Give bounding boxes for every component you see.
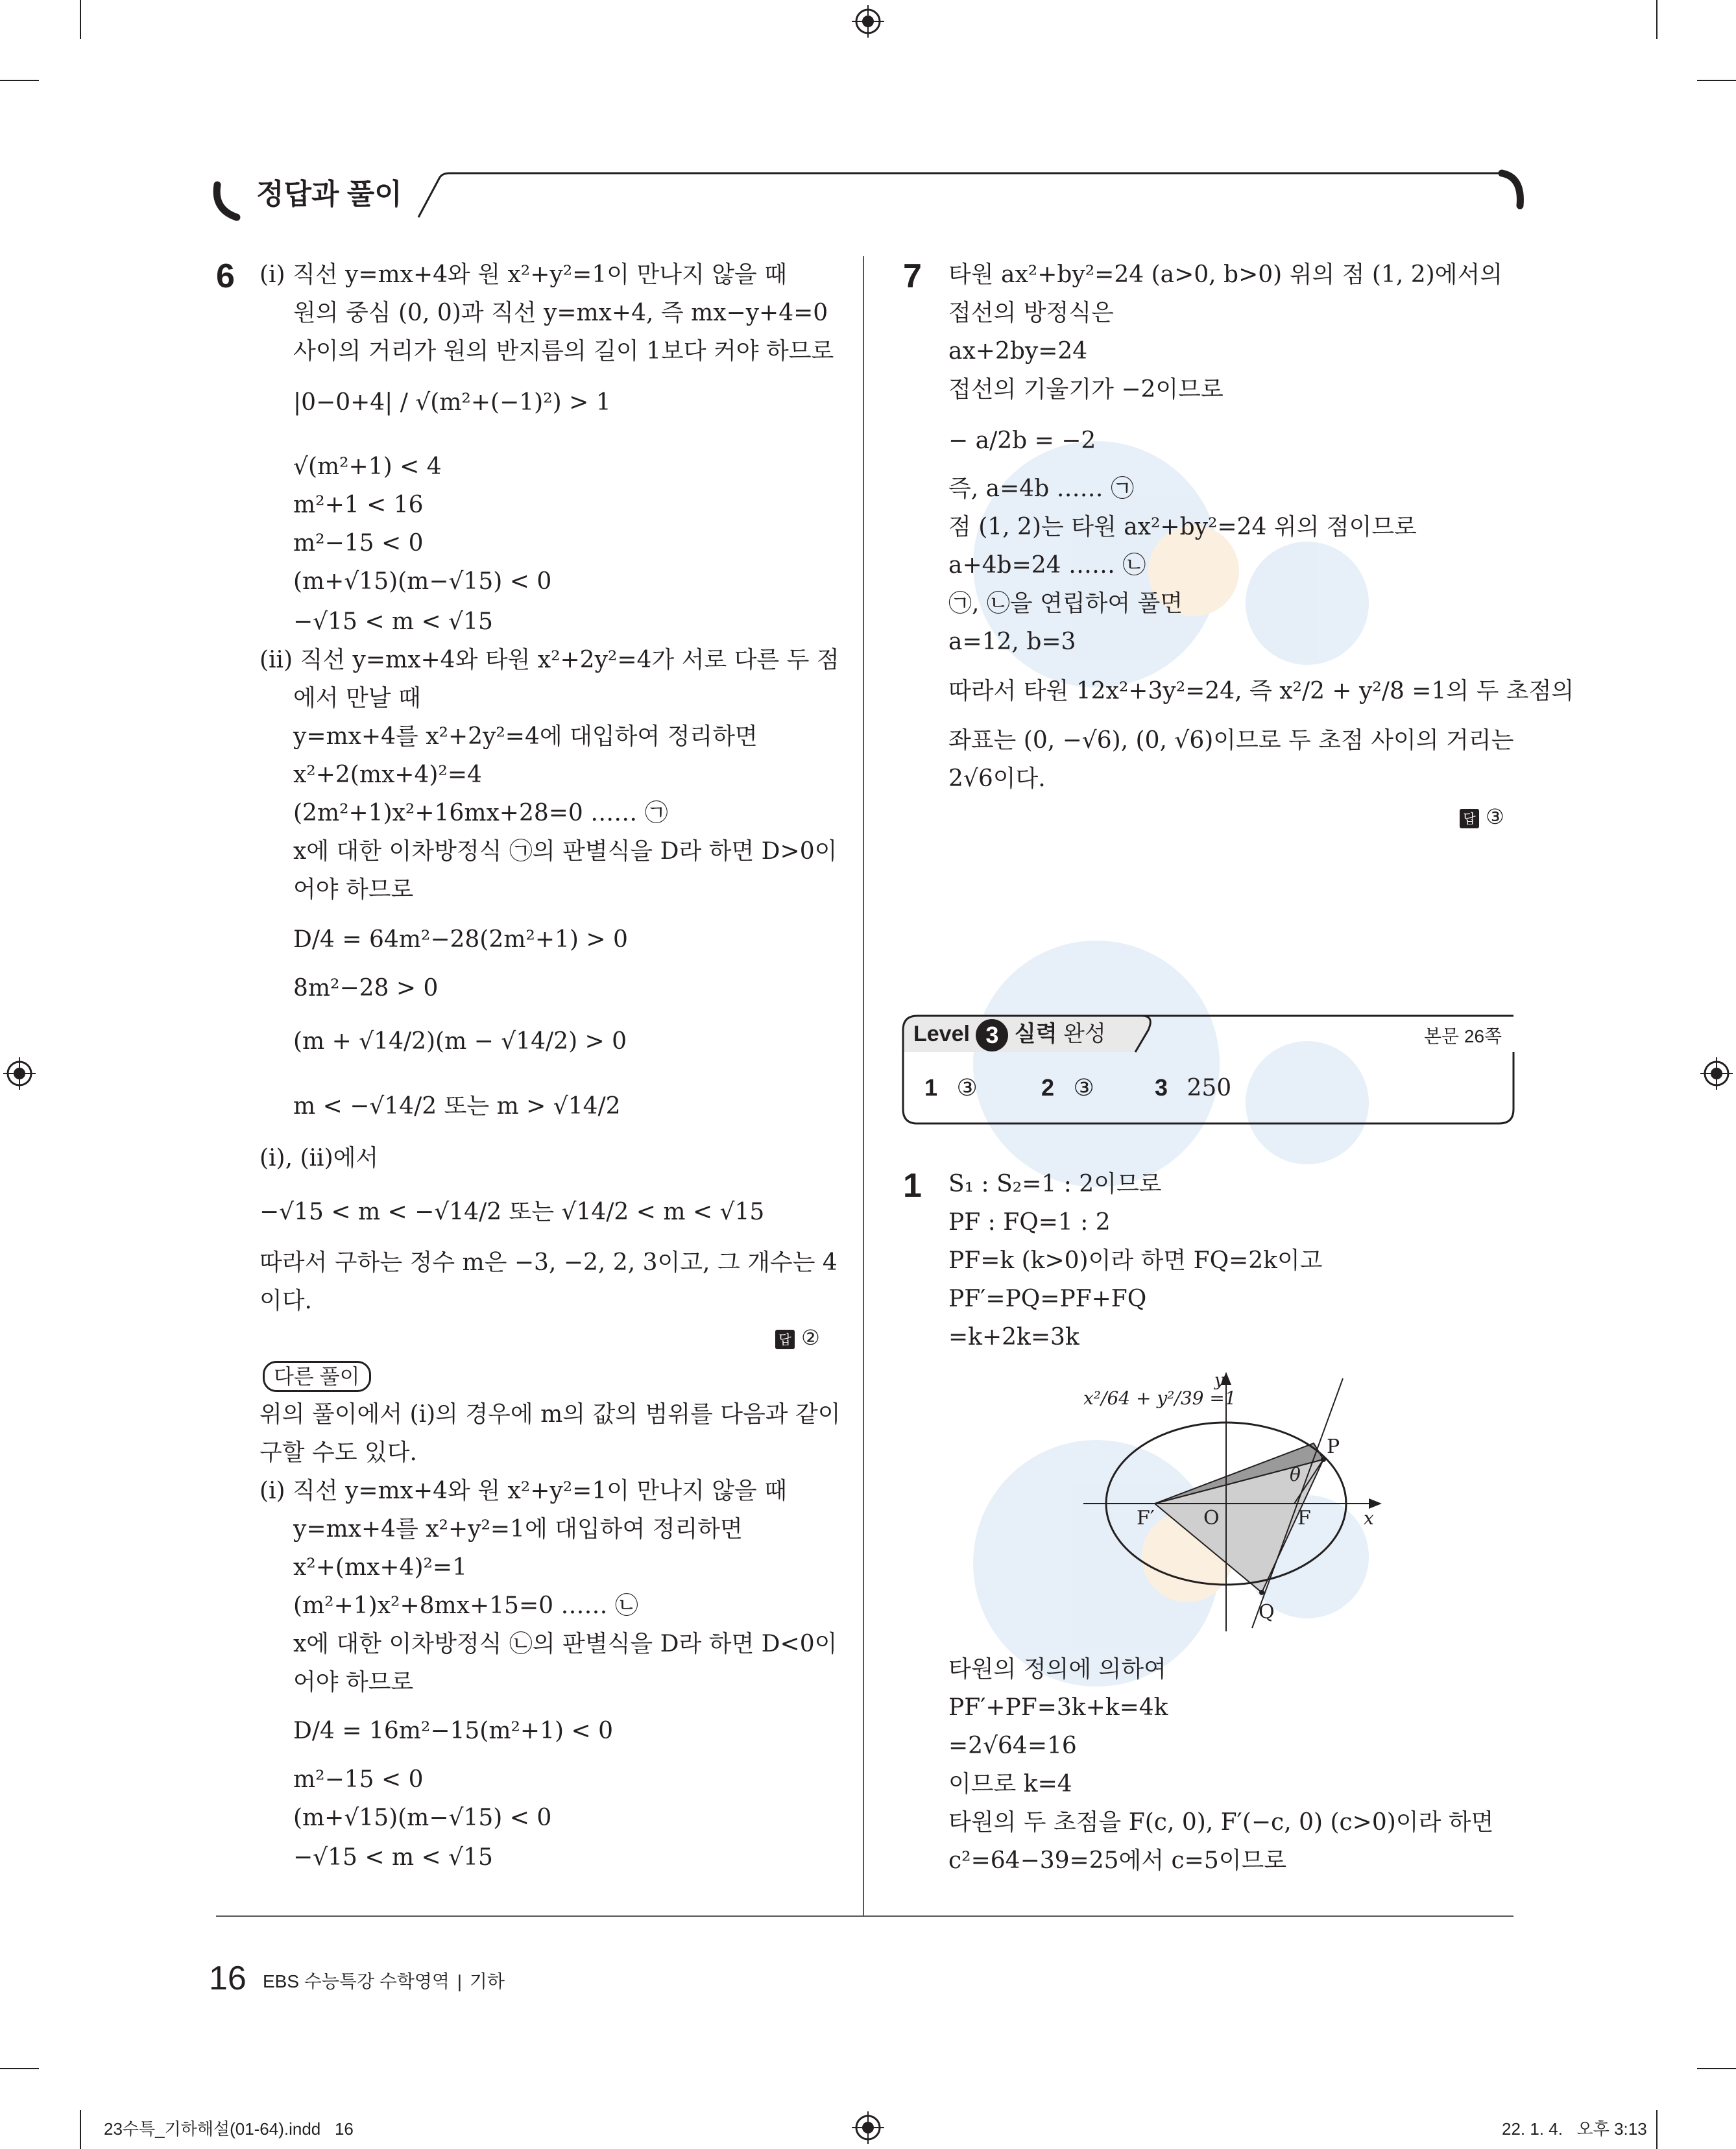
solution-line: y=mx+4를 x²+2y²=4에 대입하여 정리하면 <box>293 723 758 750</box>
solution-line: a=12, b=3 <box>948 629 1076 655</box>
solution-line: x에 대한 이차방정식 ㉠의 판별식을 D라 하면 D>0이 <box>293 838 838 865</box>
problem-6-number: 6 <box>216 258 235 295</box>
problem-7-number: 7 <box>903 258 922 295</box>
answer-label-icon: 답 <box>775 1330 795 1349</box>
level-answer-number: 1 <box>924 1074 938 1101</box>
solution-line: 어야 하므로 <box>293 1669 414 1696</box>
solution-line: √(m²+1) < 4 <box>293 453 442 480</box>
axis-y-label: y <box>1214 1371 1224 1390</box>
page-number: 16 <box>209 1960 247 1997</box>
solution-line: ax+2by=24 <box>948 338 1088 365</box>
answer-choice: ② <box>801 1325 820 1350</box>
solution-line: m < −√14/2 또는 m > √14/2 <box>293 1093 621 1120</box>
solution-line: c²=64−39=25에서 c=5이므로 <box>948 1847 1287 1874</box>
alt-solution-label: 다른 풀이 <box>274 1365 360 1388</box>
solution-line: PF′+PF=3k+k=4k <box>948 1694 1168 1721</box>
alt-solution-tag <box>263 1361 371 1392</box>
header-tab <box>211 165 1528 230</box>
solution-line: 위의 풀이에서 (ⅰ)의 경우에 m의 값의 범위를 다음과 같이 <box>259 1401 841 1428</box>
level-answer-value: ③ <box>956 1075 978 1101</box>
solution-line: =k+2k=3k <box>948 1324 1079 1351</box>
footer-separator: | <box>457 1971 463 1991</box>
solution-line: a+4b=24 …… ㉡ <box>948 552 1146 579</box>
point-P-label: P <box>1327 1435 1340 1458</box>
level-answer-item <box>1155 1072 1231 1104</box>
bottom-rule <box>216 1915 1513 1917</box>
solution-line: −√15 < m < √15 <box>293 1844 493 1871</box>
solution-line: m²−15 < 0 <box>293 1766 424 1793</box>
solution-line: 따라서 타원 12x²+3y²=24, 즉 x²/2 + y²/8 =1의 두 초점의 <box>948 678 1574 704</box>
solution-line: 타원의 두 초점을 F(c, 0), F′(−c, 0) (c>0)이라 하면 <box>948 1809 1494 1836</box>
level-label <box>913 1018 1106 1051</box>
solution-line: 사이의 거리가 원의 반지름의 길이 1보다 커야 하므로 <box>293 338 834 365</box>
problem-7-answer <box>1460 802 1504 831</box>
indd-file-name: 23수특_기하해설(01-64).indd 16 <box>104 2119 354 2139</box>
level-number-badge: 3 <box>976 1019 1008 1051</box>
problem-6-answer <box>775 1323 820 1352</box>
solution-line: 8m²−28 > 0 <box>293 975 439 1002</box>
solution-line: 즉, a=4b …… ㉠ <box>948 475 1135 502</box>
book-subject: 기하 <box>469 1971 505 1991</box>
solution-line: (ⅱ) 직선 y=mx+4와 타원 x²+2y²=4가 서로 다른 두 점 <box>259 647 839 673</box>
solution-line: (m+√15)(m−√15) < 0 <box>293 1805 552 1831</box>
column-divider <box>863 256 864 1917</box>
solution-line: 이다. <box>259 1288 312 1314</box>
book-title-line <box>263 1969 505 1995</box>
level-answer-number: 3 <box>1155 1074 1168 1101</box>
solution-line: =2√64=16 <box>948 1733 1077 1759</box>
ellipse-equation: x²/64 + y²/39 =1 <box>1083 1387 1236 1409</box>
solution-line: (m²+1)x²+8mx+15=0 …… ㉡ <box>293 1592 638 1619</box>
solution-line: 좌표는 (0, −√6), (0, √6)이므로 두 초점 사이의 거리는 <box>948 727 1514 754</box>
level-answer-value: 250 <box>1187 1075 1232 1101</box>
point-F-label: F <box>1297 1507 1311 1530</box>
solution-line: 접선의 기울기가 −2이므로 <box>948 376 1224 403</box>
solution-line: (ⅰ) 직선 y=mx+4와 원 x²+y²=1이 만나지 않을 때 <box>259 1478 787 1504</box>
solution-line: x²+2(mx+4)²=4 <box>293 762 482 788</box>
solution-line: y=mx+4를 x²+y²=1에 대입하여 정리하면 <box>293 1516 743 1543</box>
solution-line: 타원 ax²+by²=24 (a>0, b>0) 위의 점 (1, 2)에서의 <box>948 261 1502 288</box>
answer-choice: ③ <box>1486 804 1504 829</box>
solution-line: 따라서 구하는 정수 m은 −3, −2, 2, 3이고, 그 개수는 4 <box>259 1249 838 1276</box>
solution-line: 구할 수도 있다. <box>259 1439 417 1466</box>
solution-line: D/4 = 16m²−15(m²+1) < 0 <box>293 1718 613 1744</box>
solution-line: −√15 < m < −√14/2 또는 √14/2 < m < √15 <box>259 1199 765 1225</box>
level-title-bold: 실력 <box>1014 1022 1057 1046</box>
solution-line: m²+1 < 16 <box>293 492 424 518</box>
solution-line: 이므로 k=4 <box>948 1771 1072 1797</box>
problem-1-number: 1 <box>903 1167 922 1205</box>
point-F-prime-label: F′ <box>1137 1507 1155 1530</box>
print-timestamp: 22. 1. 4. 오후 3:13 <box>1502 2119 1647 2139</box>
answer-label-icon: 답 <box>1460 809 1479 828</box>
level-answer-value: ③ <box>1073 1075 1094 1101</box>
angle-theta-label: θ <box>1290 1464 1301 1485</box>
level-answer-item <box>1041 1072 1094 1104</box>
solution-line: (ⅰ), (ⅱ)에서 <box>259 1145 379 1171</box>
solution-line: 에서 만날 때 <box>293 685 421 712</box>
solution-line: (m + √14/2)(m − √14/2) > 0 <box>293 1028 627 1055</box>
solution-line: (2m²+1)x²+16mx+28=0 …… ㉠ <box>293 800 668 826</box>
level-page-ref: 본문 26쪽 <box>1424 1026 1502 1046</box>
solution-line: 2√6이다. <box>948 765 1046 792</box>
book-title: EBS 수능특강 수학영역 <box>263 1971 450 1991</box>
solution-line: (ⅰ) 직선 y=mx+4와 원 x²+y²=1이 만나지 않을 때 <box>259 261 787 288</box>
solution-line: D/4 = 64m²−28(2m²+1) > 0 <box>293 926 628 953</box>
solution-line: S₁ : S₂=1 : 2이므로 <box>948 1171 1162 1197</box>
solution-line: 원의 중심 (0, 0)과 직선 y=mx+4, 즉 mx−y+4=0 <box>293 300 828 326</box>
level-word: Level <box>913 1022 970 1046</box>
solution-line: − a/2b = −2 <box>948 427 1096 454</box>
level-answer-item <box>924 1072 978 1104</box>
ellipse-diagram <box>1064 1369 1388 1641</box>
solution-line: 점 (1, 2)는 타원 ax²+by²=24 위의 점이므로 <box>948 514 1417 540</box>
solution-line: PF : FQ=1 : 2 <box>948 1209 1111 1236</box>
point-Q-marker <box>1259 1590 1264 1595</box>
point-P-marker <box>1321 1457 1326 1462</box>
point-Q-label: Q <box>1259 1601 1275 1624</box>
solution-line: m²−15 < 0 <box>293 530 424 557</box>
solution-line: 타원의 정의에 의하여 <box>948 1656 1166 1683</box>
solution-line: 어야 하므로 <box>293 876 414 903</box>
solution-line: PF=k (k>0)이라 하면 FQ=2k이고 <box>948 1247 1323 1274</box>
solution-line: ㉠, ㉡을 연립하여 풀면 <box>948 590 1183 617</box>
solution-line: x에 대한 이차방정식 ㉡의 판별식을 D라 하면 D<0이 <box>293 1631 838 1657</box>
solution-line: (m+√15)(m−√15) < 0 <box>293 568 552 595</box>
page-title: 정답과 풀이 <box>256 178 402 210</box>
level-answer-number: 2 <box>1041 1074 1055 1101</box>
origin-label: O <box>1203 1507 1220 1530</box>
solution-line: x²+(mx+4)²=1 <box>293 1554 467 1581</box>
solution-line: 접선의 방정식은 <box>948 300 1114 326</box>
solution-line: PF′=PQ=PF+FQ <box>948 1286 1147 1312</box>
axis-x-label: x <box>1364 1507 1374 1529</box>
solution-line: |0−0+4| / √(m²+(−1)²) > 1 <box>293 389 611 416</box>
solution-line: −√15 < m < √15 <box>293 608 493 635</box>
level-title-rest: 완성 <box>1057 1022 1106 1046</box>
